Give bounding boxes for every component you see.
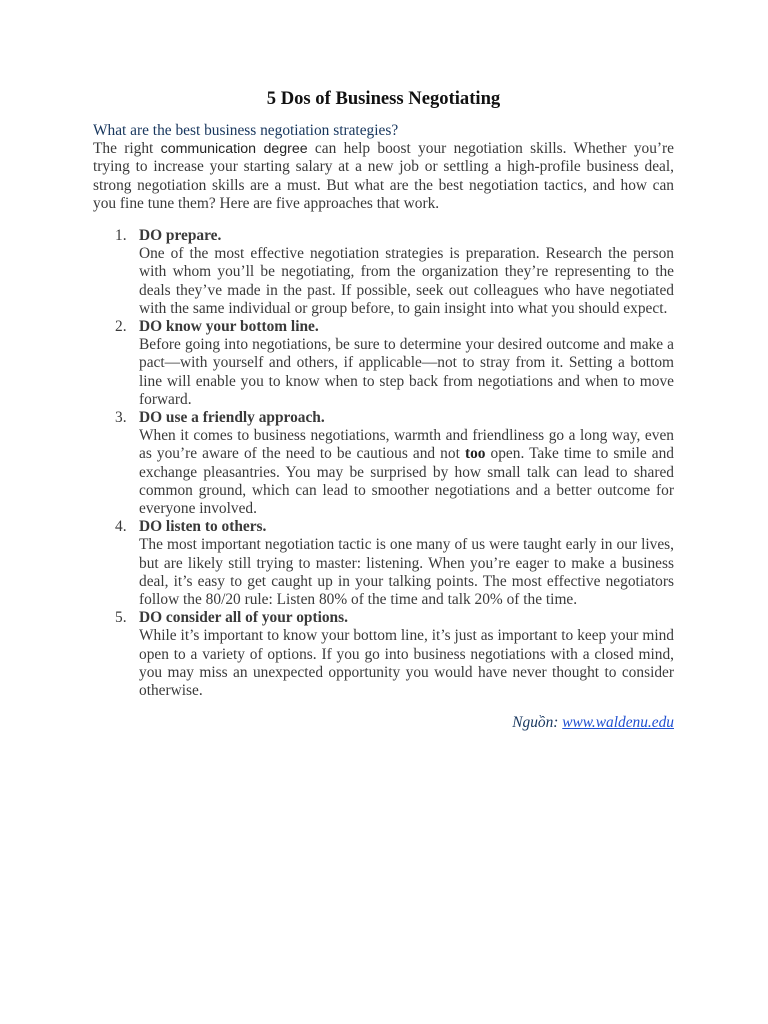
- list-item: [93, 227, 674, 318]
- item-number: 4.: [115, 518, 127, 536]
- item-body: Before going into negotiations, be sure to determine your desired outcome and make a pact—with yourself and others, if applicable—not to stray from it. Setting a bottom line will enable you to know when to step back from negotiations and when to move forward.: [139, 336, 674, 408]
- item-number: 1.: [115, 227, 127, 245]
- list-item: [93, 318, 674, 409]
- item-body: [139, 427, 674, 518]
- document-page: [93, 88, 674, 733]
- dos-list: [93, 227, 674, 700]
- item-number: 5.: [115, 609, 127, 627]
- source-link[interactable]: www.waldenu.edu: [562, 714, 674, 732]
- page-title: 5 Dos of Business Negotiating: [266, 88, 501, 109]
- item-body-emphasis: too: [464, 445, 486, 463]
- item-heading: DO consider all of your options.: [139, 609, 348, 627]
- item-number: 3.: [115, 409, 127, 427]
- item-body: The most important negotiation tactic is one many of us were taught early in our lives, but are likely still trying to master: listening. When you’re eager to make a business deal, it’s easy to get caught up in your talking points. The most effective negotiators follow the 80/20 rule: Listen 80% of the time and talk 20% of the time.: [139, 536, 674, 609]
- intro-text-after: can help boost your negotiation skills. Whether you’re trying to increase your starting salary at a new job or settling a high-profile business deal, strong negotiation skills are a must. But what are the best negotiation tactics, and how can you fine tune them? Here are five approaches that work.: [93, 140, 674, 212]
- intro-paragraph: [93, 140, 674, 213]
- list-item: [93, 518, 674, 609]
- source-line: [93, 714, 674, 732]
- item-heading: DO prepare.: [139, 227, 222, 245]
- communication-degree-link[interactable]: communication degree: [160, 141, 308, 158]
- item-heading: DO know your bottom line.: [139, 318, 319, 336]
- item-body: While it’s important to know your bottom line, it’s just as important to keep your mind open to a variety of options. If you go into business negotiations with a closed mind, you may miss an unexpected opportunity you would have never thought to consider otherwise.: [139, 627, 674, 700]
- item-body-before: When it comes to business negotiations, warmth and friendliness go a long way, even as you’re aware of the need to be cautious and not: [139, 427, 674, 463]
- item-body-after: open. Take time to smile and exchange pleasantries. You may be surprised by how small talk can lead to shared common ground, which can lead to smoother negotiations and a better outcome for everyone involved.: [139, 445, 674, 518]
- intro-text-before: The right: [93, 140, 161, 158]
- item-heading: DO listen to others.: [139, 518, 267, 536]
- list-item: [93, 409, 674, 518]
- item-body: One of the most effective negotiation strategies is preparation. Research the person with whom you’ll be negotiating, from the organization they’re representing to the deals they’ve made in the past. If possible, seek out colleagues who have negotiated with the same individual or group before, to gain insight into what you should expect.: [139, 245, 674, 317]
- subheading: What are the best business negotiation strategies?: [93, 122, 399, 139]
- item-number: 2.: [115, 318, 127, 336]
- source-label: Nguồn:: [512, 714, 563, 732]
- item-heading: DO use a friendly approach.: [139, 409, 325, 427]
- list-item: [93, 609, 674, 700]
